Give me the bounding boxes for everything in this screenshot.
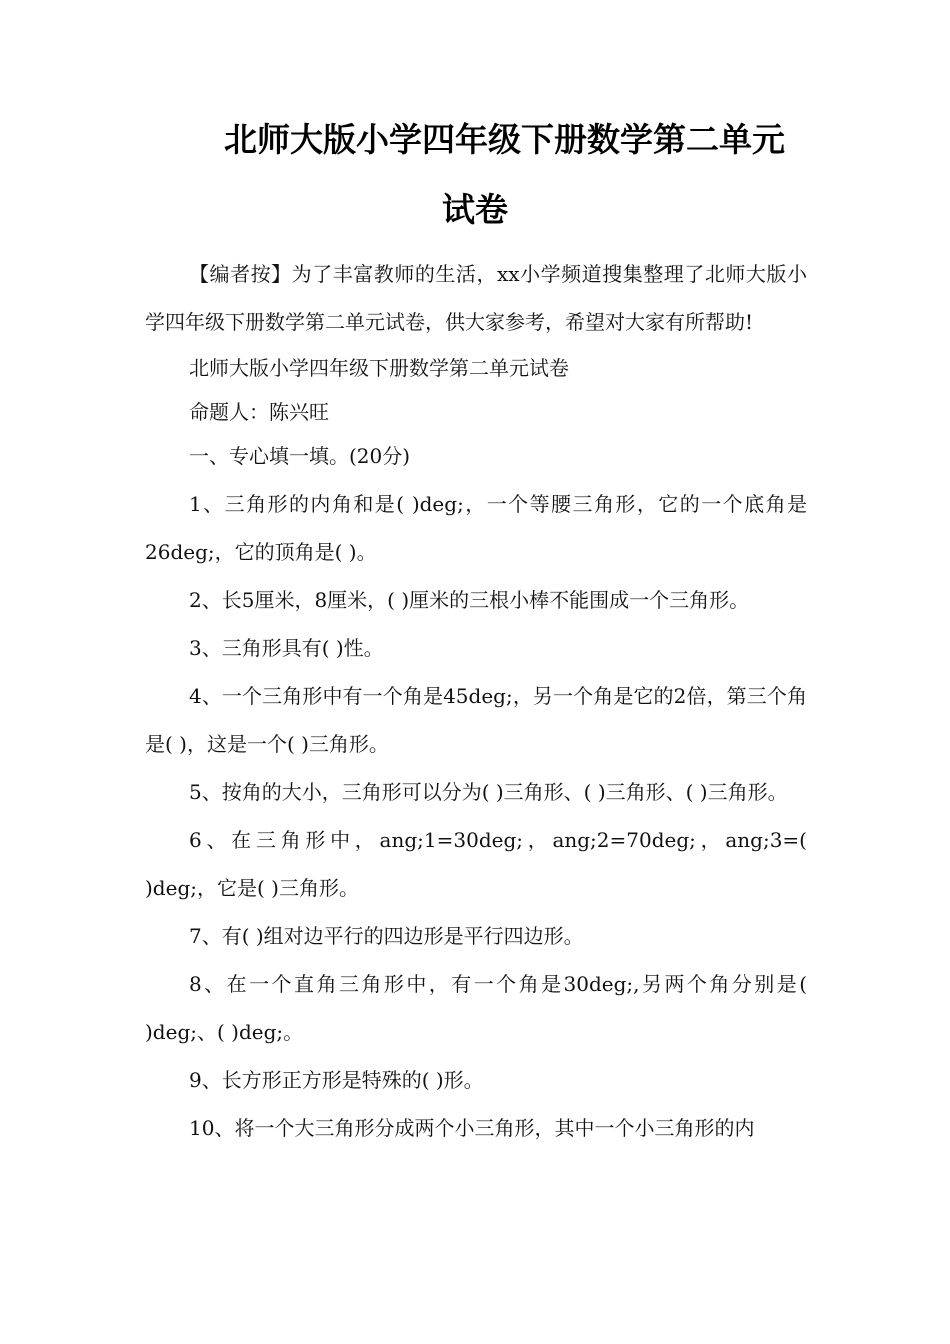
- question-item: 6、在三角形中，ang;1=30deg;，ang;2=70deg;，ang;3=( )deg;，它是( )三角形。: [145, 828, 807, 900]
- document-title-line1: 北师大版小学四年级下册数学第二单元: [224, 120, 785, 159]
- question-item: 4、一个三角形中有一个角是45deg;，另一个角是它的2倍，第三个角是( )，这是一个( )三角形。: [145, 684, 807, 756]
- section-heading: 一、专心填一填。(20分): [189, 444, 411, 468]
- author-paragraph: 命题人：陈兴旺: [189, 400, 329, 424]
- document-title-line2: 试卷: [442, 190, 508, 229]
- document-body: [145, 250, 807, 1152]
- subtitle-paragraph: 北师大版小学四年级下册数学第二单元试卷: [189, 356, 569, 380]
- question-item: 3、三角形具有( )性。: [189, 636, 384, 660]
- question-item: 9、长方形正方形是特殊的( )形。: [189, 1068, 484, 1092]
- question-item: 5、按角的大小，三角形可以分为( )三角形、( )三角形、( )三角形。: [189, 780, 788, 804]
- intro-paragraph: 【编者按】为了丰富教师的生活，xx小学频道搜集整理了北师大版小学四年级下册数学第二单元试卷，供大家参考，希望对大家有所帮助!: [145, 262, 807, 334]
- question-item: 7、有( )组对边平行的四边形是平行四边形。: [189, 924, 584, 948]
- question-item: 8、在一个直角三角形中，有一个角是30deg;,另两个角分别是( )deg;、( )deg;。: [145, 972, 807, 1044]
- question-item: 2、长5厘米，8厘米，( )厘米的三根小棒不能围成一个三角形。: [189, 588, 750, 612]
- question-item: 1、三角形的内角和是( )deg;，一个等腰三角形，它的一个底角是26deg;，它的顶角是( )。: [145, 492, 807, 564]
- question-item: 10、将一个大三角形分成两个小三角形，其中一个小三角形的内: [189, 1116, 755, 1140]
